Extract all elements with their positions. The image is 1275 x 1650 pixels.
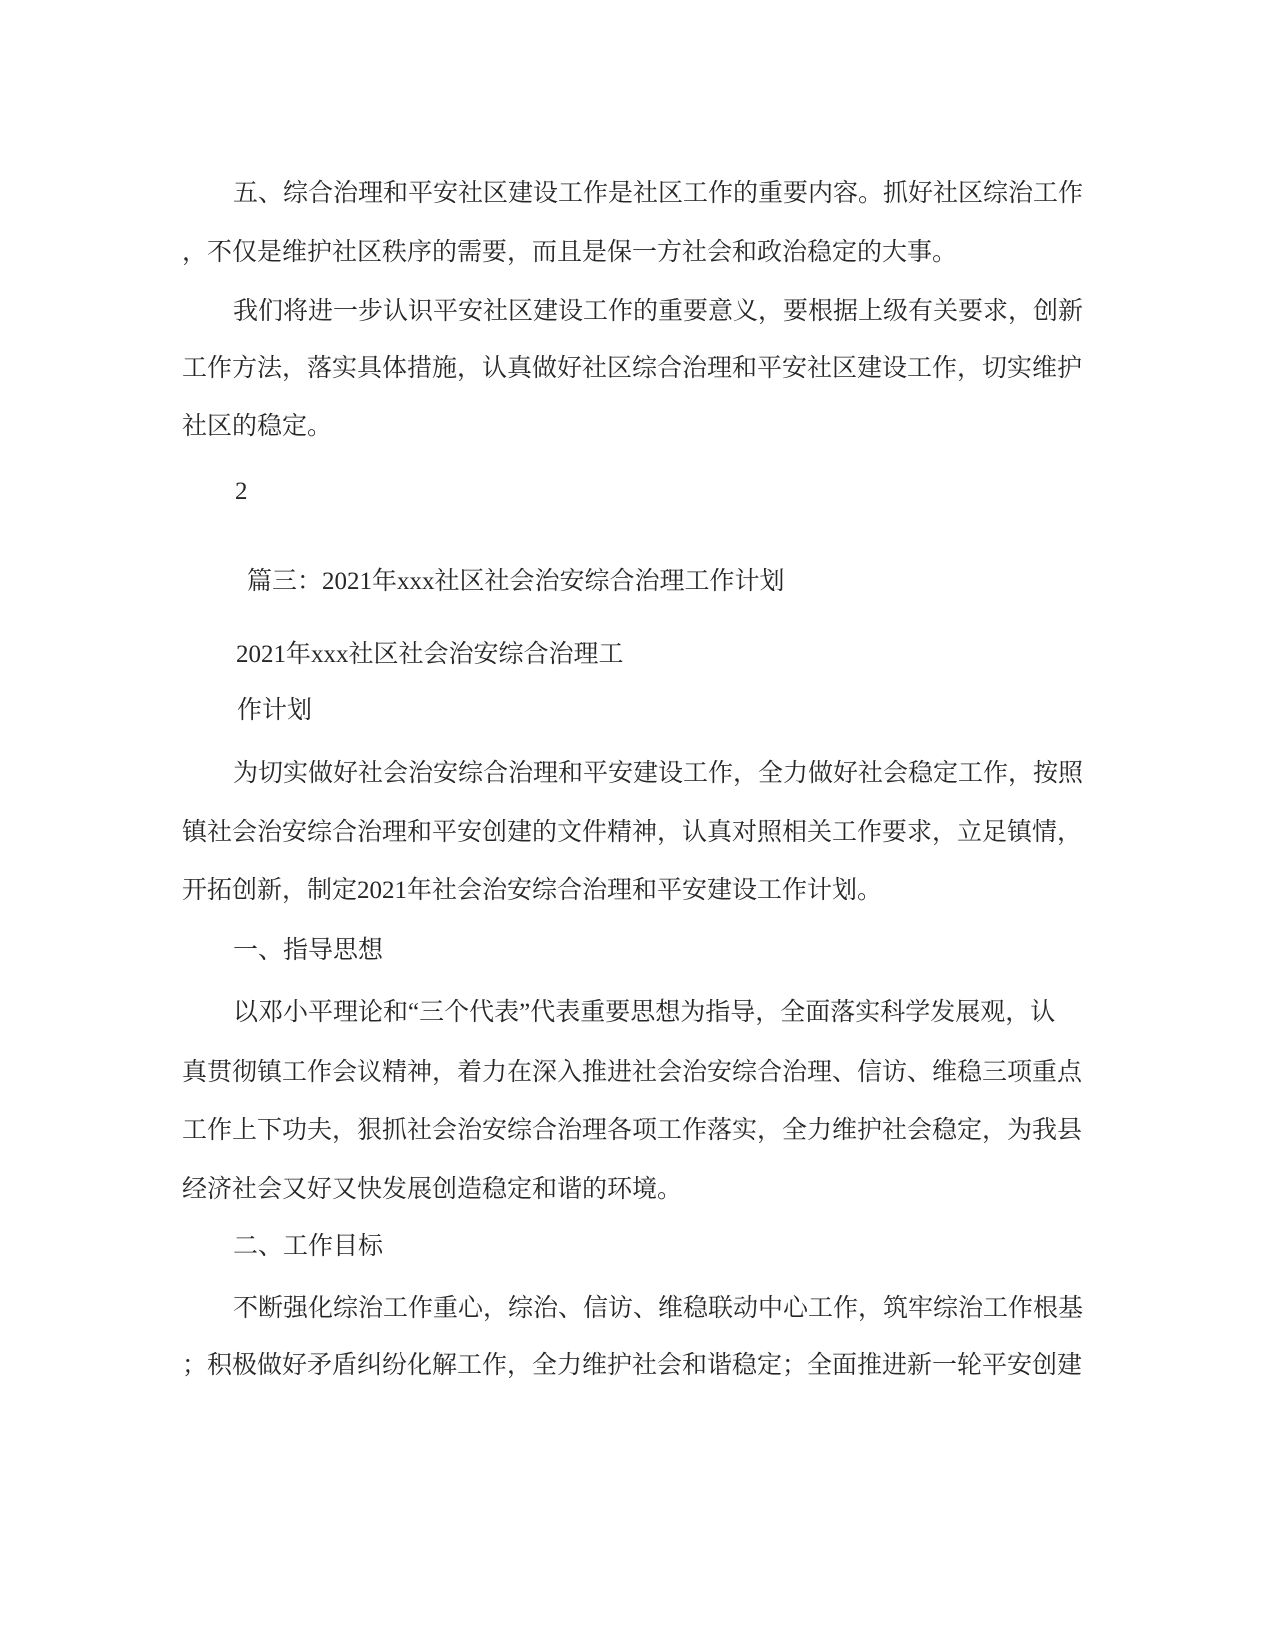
paragraph-line: 工作上下功夫，狠抓社会治安综合治理各项工作落实，全力维护社会稳定，为我县 — [182, 1117, 1083, 1144]
paragraph-line: 不断强化综治工作重心，综治、信访、维稳联动中心工作，筑牢综治工作根基 — [233, 1295, 1084, 1322]
paragraph-line: 工作方法，落实具体措施，认真做好社区综合治理和平安社区建设工作，切实维护 — [182, 355, 1083, 382]
paragraph-line: 社区的稳定。 — [182, 413, 333, 440]
paragraph-line: ；积极做好矛盾纠纷化解工作，全力维护社会和谐稳定；全面推进新一轮平安创建 — [182, 1352, 1083, 1379]
paragraph-line: 真贯彻镇工作会议精神，着力在深入推进社会治安综合治理、信访、维稳三项重点 — [182, 1059, 1083, 1086]
paragraph-line: 镇社会治安综合治理和平安创建的文件精神，认真对照相关工作要求，立足镇情， — [182, 819, 1083, 846]
document-title-line: 作计划 — [237, 697, 313, 724]
paragraph-line: 经济社会又好又快发展创造稳定和谐的环境。 — [182, 1176, 683, 1203]
page-number: 2 — [235, 478, 248, 505]
paragraph-line: 我们将进一步认识平安社区建设工作的重要意义，要根据上级有关要求，创新 — [233, 298, 1084, 325]
paragraph-line: 为切实做好社会治安综合治理和平安建设工作，全力做好社会稳定工作，按照 — [233, 760, 1084, 787]
document-title-line: 2021年xxx社区社会治安综合治理工 — [236, 641, 624, 668]
paragraph-line: ，不仅是维护社区秩序的需要，而且是保一方社会和政治稳定的大事。 — [182, 239, 958, 266]
paragraph-line: 开拓创新，制定2021年社会治安综合治理和平安建设工作计划。 — [182, 877, 883, 904]
heading-guiding-ideology: 一、指导思想 — [233, 937, 384, 964]
paragraph-line: 五、综合治理和平安社区建设工作是社区工作的重要内容。抓好社区综治工作 — [233, 180, 1084, 207]
paragraph-line: 以邓小平理论和“三个代表”代表重要思想为指导，全面落实科学发展观，认 — [233, 999, 1056, 1026]
section-heading: 篇三：2021年xxx社区社会治安综合治理工作计划 — [247, 568, 785, 595]
heading-work-goals: 二、工作目标 — [233, 1233, 384, 1260]
